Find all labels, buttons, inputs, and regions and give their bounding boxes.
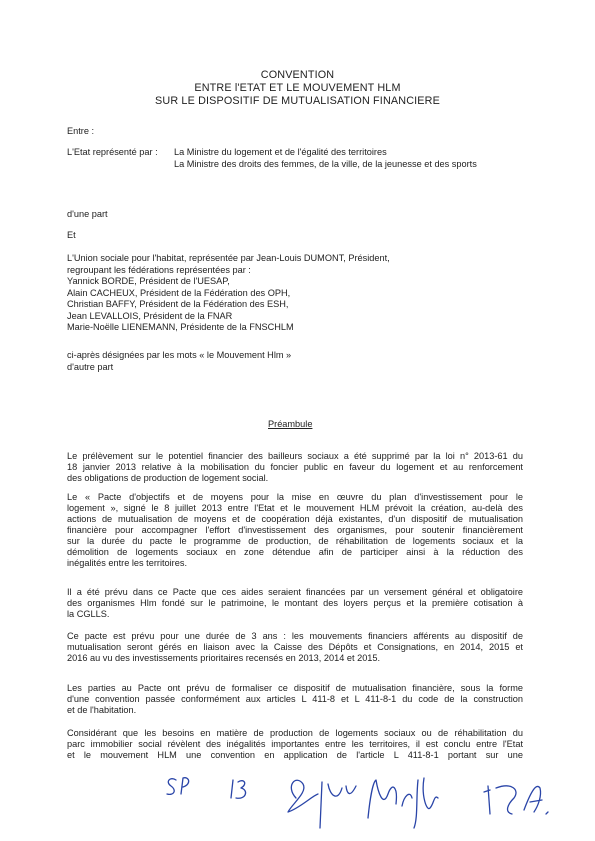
paragraph-line: mutualisation seront gérés en liaison avec la Caisse des Dépôts et Consignations, en 2014, 2015 et (67, 642, 523, 652)
paragraph-line: logement », signé le 8 juillet 2013 entre l'Etat et le mouvement HLM prévoit la création, au-delà des (67, 503, 523, 513)
paragraph-line: Le prélèvement sur le potentiel financier des bailleurs sociaux a été supprimé par la loi n° 2013-61 du (67, 451, 523, 461)
signature-2 (368, 778, 438, 828)
signature-4 (524, 786, 548, 814)
paragraph-line: 2016 au vu des investissements prioritaires recensés en 2013, 2014 et 2015. (67, 653, 381, 663)
une-part: d'une part (67, 209, 108, 219)
paragraph-line: la CGLLS. (67, 609, 110, 619)
paragraph-line: d'une convention passée conformément aux articles L 411-8 et L 411-8-1 du code de la construction (67, 694, 523, 704)
paragraph-line: et de l'habitation. (67, 705, 137, 715)
preambule-heading: Préambule (268, 419, 313, 429)
president-line: Jean LEVALLOIS, Président de la FNAR (67, 311, 233, 321)
ministre-droits-femmes: La Ministre des droits des femmes, de la ville, de la jeunesse et des sports (174, 159, 477, 169)
president-line: Christian BAFFY, Président de la Fédération des ESH, (67, 299, 289, 309)
initials-13-signature (231, 780, 246, 798)
title-line-2: ENTRE l'ETAT ET LE MOUVEMENT HLM (194, 82, 401, 94)
handwritten-signatures (0, 768, 595, 838)
paragraph-line: financière pour accompagner l'effort d'investissement des organismes, pour soutenir financièrement (67, 525, 523, 535)
president-line: Alain CACHEUX, Président de la Fédération des OPH, (67, 288, 291, 298)
ministre-logement: La Ministre du logement et de l'égalité des territoires (174, 147, 387, 157)
signature-3 (484, 786, 516, 814)
paragraph-line: des organismes Hlm fondé sur le patrimoine, le montant des loyers perçus et la première cotisation à (67, 598, 523, 608)
title-line-3: SUR LE DISPOSITIF DE MUTUALISATION FINANCIERE (155, 95, 440, 107)
designees-line: ci-après désignées par les mots « le Mouvement Hlm » (67, 350, 292, 360)
union-line: L'Union sociale pour l'habitat, représentée par Jean-Louis DUMONT, Président, (67, 253, 390, 263)
title-line-1: CONVENTION (260, 69, 335, 81)
paragraph-line: des obligations de production de logement social. (67, 473, 269, 483)
paragraph-line: Ce pacte est prévu pour une durée de 3 ans : les mouvements financiers afférents au dispositif de (67, 631, 523, 641)
initials-13-text: 13 (233, 802, 235, 803)
paragraph-line: Le « Pacte d'objectifs et de moyens pour la mise en œuvre du plan d'investissement pour le (67, 492, 523, 502)
et-label: Et (67, 230, 76, 240)
initials-sp-signature (167, 778, 189, 795)
president-line: Marie-Noëlle LIENEMANN, Présidente de la FNSCHLM (67, 322, 294, 332)
initials-sp-text: SP (176, 802, 178, 803)
paragraph-line: et le mouvement HLM une convention en application de l'article L 411-8-1 portant sur une (67, 750, 523, 760)
signature-1 (288, 780, 356, 828)
autre-part: d'autre part (67, 362, 114, 372)
paragraph-line: Les parties au Pacte ont prévu de formaliser ce dispositif de mutualisation financière, sous la forme (67, 683, 523, 693)
regroupant-line: regroupant les fédérations représentées par : (67, 265, 251, 275)
etat-label: L'Etat représenté par : (67, 147, 158, 157)
paragraph-line: sur la durée du pacte le programme de production, de réhabilitation de logements sociaux et la (67, 536, 523, 546)
paragraph-line: Considérant que les besoins en matière de production de logements sociaux ou de réhabilitation du (67, 728, 523, 738)
paragraph-line: parc immobilier social révèlent des inégalités importantes entre les territoires, il est conclu entre l'Etat (67, 739, 523, 749)
paragraph-line: actions de mutualisation de moyens et de coopération déjà existantes, d'un dispositif de mutualisation (67, 514, 523, 524)
entre-label: Entre : (67, 126, 95, 136)
president-line: Yannick BORDE, Président de l'UESAP, (67, 276, 230, 286)
paragraph-line: 18 janvier 2013 relative à la mobilisation du foncier public en faveur du logement et au renforcement (67, 462, 523, 472)
paragraph-line: Il a été prévu dans ce Pacte que ces aides seraient financées par un versement général et obligatoire (67, 587, 523, 597)
paragraph-line: inégalités entre les territoires. (67, 558, 188, 568)
paragraph-line: démolition de logements sociaux en zone détendue afin de participer ainsi à la réduction des (67, 547, 523, 557)
